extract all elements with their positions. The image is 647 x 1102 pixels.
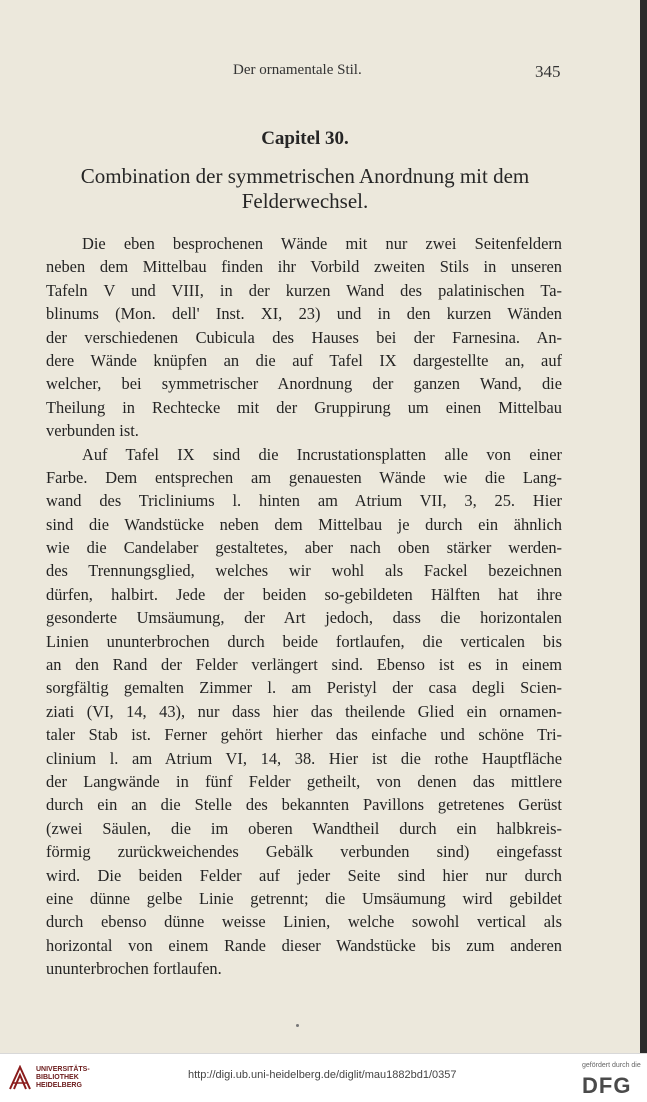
page-number: 345: [535, 62, 561, 81]
library-logo-icon: [8, 1065, 32, 1091]
running-title: Der ornamentale Stil.: [233, 62, 362, 78]
text-line: der verschiedenen Cubicula des Hauses bei der Farnesina. An-: [46, 327, 562, 347]
text-line: horizontal von einem Rande dieser Wandstücke bis zum anderen: [46, 935, 562, 955]
text-line: sorgfältig gemalten Zimmer l. am Peristyl der casa degli Scien-: [46, 678, 562, 698]
chapter-title-line: Felderwechsel.: [241, 189, 369, 213]
text-line: Die eben besprochenen Wände mit nur zwei Seitenfeldern: [82, 234, 562, 253]
text-line: ununterbrochen fortlaufen.: [46, 959, 222, 979]
permalink-url[interactable]: http://digi.ub.uni-heidelberg.de/diglit/mau1882bd1/0357: [188, 1069, 457, 1081]
text-line: dürfen, halbirt. Jede der beiden so-gebildeten Hälften hat ihre: [46, 584, 562, 604]
text-line: Theilung in Rechtecke mit der Gruppirung um einen Mittelbau: [46, 397, 562, 417]
chapter-title-line: Combination der symmetrischen Anordnung mit dem: [80, 164, 530, 188]
text-line: durch ebenso dünne weisse Linien, welche sowohl vertical als: [46, 912, 562, 932]
body-text: [46, 232, 562, 981]
library-name-line: BIBLIOTHEK: [36, 1074, 79, 1081]
text-line: förmig zurückweichendes Gebälk verbunden sind) eingefasst: [46, 842, 562, 862]
text-line: eine dünne gelbe Linie getrennt; die Umsäumung wird gebildet: [46, 888, 562, 908]
text-line: wand des Tricliniums l. hinten am Atrium VII, 3, 25. Hier: [46, 491, 562, 511]
text-line: blinums (Mon. dell' Inst. XI, 23) und in den kurzen Wänden: [46, 304, 562, 324]
viewer-footer: [0, 1053, 647, 1102]
text-line: verbunden ist.: [46, 421, 139, 441]
text-line: gesonderte Umsäumung, der Art jedoch, dass die horizontalen: [46, 608, 562, 628]
text-line: wie die Candelaber gestaltetes, aber nach oben stärker werden-: [46, 538, 562, 558]
paper-speck: [296, 1024, 299, 1027]
text-line: Linien ununterbrochen durch beide fortlaufen, die verticalen bis: [46, 631, 562, 651]
library-name-line: UNIVERSITÄTS-: [36, 1066, 90, 1073]
text-line: sind die Wandstücke neben dem Mittelbau je durch ein ähnlich: [46, 514, 562, 534]
text-line: neben dem Mittelbau finden ihr Vorbild zweiten Stils in unseren: [46, 257, 562, 277]
text-line: der Langwände in fünf Felder getheilt, von denen das mittlere: [46, 771, 562, 791]
library-name: [36, 1066, 90, 1090]
page-edge-shadow: [640, 0, 647, 1053]
text-line: an den Rand der Felder verlängert sind. Ebenso ist es in einem: [46, 655, 562, 675]
text-line: durch ein an die Stelle des bekannten Pavillons getretenes Gerüst: [46, 795, 562, 815]
text-line: wird. Die beiden Felder auf jeder Seite sind hier nur durch: [46, 865, 562, 885]
text-line: clinium l. am Atrium VI, 14, 38. Hier ist die rothe Hauptfläche: [46, 748, 562, 768]
text-line: Tafeln V und VIII, in der kurzen Wand des palatinischen Ta-: [46, 280, 562, 300]
text-line: ziati (VI, 14, 43), nur dass hier das theilende Glied ein ornamen-: [46, 701, 562, 721]
text-line: (zwei Säulen, die im oberen Wandtheil durch ein halbkreis-: [46, 818, 562, 838]
text-line: Farbe. Dem entsprechen am genauesten Wände wie die Lang-: [46, 467, 562, 487]
library-name-line: HEIDELBERG: [36, 1082, 82, 1089]
text-line: Auf Tafel IX sind die Incrustationsplatten alle von einer: [82, 444, 562, 464]
funder-note: gefördert durch die: [582, 1062, 641, 1069]
text-line: taler Stab ist. Ferner gehört hierher das einfache und schöne Tri-: [46, 725, 562, 745]
text-line: dere Wände knüpfen an die auf Tafel IX dargestellte an, auf: [46, 350, 562, 370]
chapter-label: Capitel 30.: [261, 128, 349, 149]
text-line: des Trennungsglied, welches wir wohl als Fackel bezeichnen: [46, 561, 562, 581]
text-line: welcher, bei symmetrischer Anordnung der ganzen Wand, die: [46, 374, 562, 394]
dfg-logo: DFG: [582, 1073, 632, 1098]
